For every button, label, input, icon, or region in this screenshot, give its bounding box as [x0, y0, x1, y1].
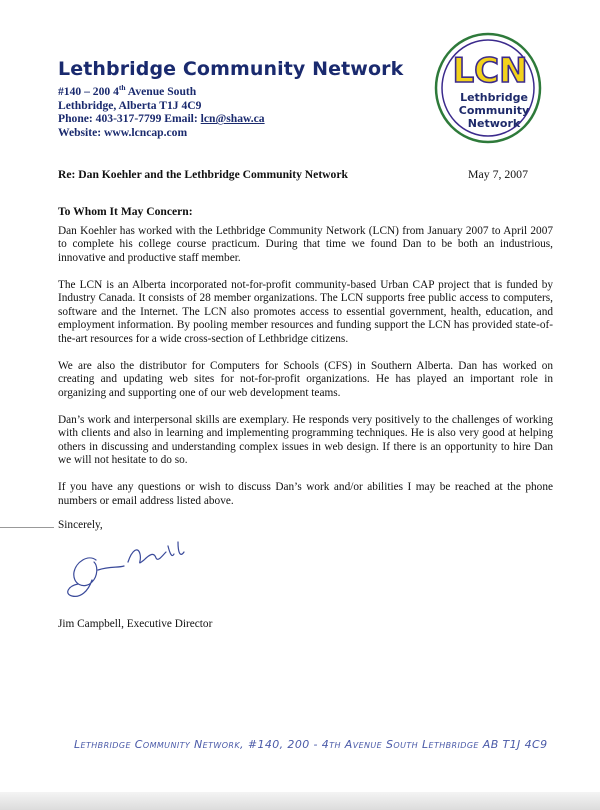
city-line: Lethbridge, Alberta T1J 4C9 [58, 98, 202, 112]
address-prefix: #140 – 200 4 [58, 84, 119, 98]
phone-label: Phone: 403-317-7799 Email: [58, 112, 201, 126]
letter-body [58, 225, 553, 522]
signer-name: Jim Campbell, Executive Director [58, 618, 213, 630]
closing: Sincerely, [58, 519, 103, 531]
signature-stroke [68, 542, 184, 596]
address-sup: th [118, 83, 126, 92]
address-suffix: Avenue South [125, 84, 197, 98]
scan-edge-line [0, 527, 54, 528]
scan-bottom-edge [0, 792, 600, 810]
body-paragraph: The LCN is an Alberta incorporated not-for-profit community-based Urban CAP project that is funded by Industry Canada. It consists of 28 member organizations. The LCN supports free public access to computers, software and the Internet. The LCN also promotes access to essential government, health, education, and employment information. By pooling member resources and funding support the LCN has provided state-of-the-art resources for a wide cross-section of Lethbridge citizens. [58, 279, 553, 345]
org-name: Lethbridge Community Network [58, 58, 404, 80]
body-paragraph: Dan Koehler has worked with the Lethbridge Community Network (LCN) from January 2007 to April 2007 to complete his college course practicum. During that time we found Dan to be both an industrious, innovative and productive staff member. [58, 225, 553, 264]
logo-line-2: Community [458, 104, 530, 117]
phone-email-line [58, 112, 265, 126]
contact-block [58, 81, 265, 140]
lcn-logo [430, 30, 560, 155]
body-paragraph: Dan’s work and interpersonal skills are exemplary. He responds very positively to the challenges of working with clients and also in learning and implementing programming techniques. He is also very good at helping others in discussing and understanding complex issues in web design. If there is an opportunity to hire Dan we will not hesitate to do so. [58, 413, 553, 467]
body-paragraph: We are also the distributor for Computers for Schools (CFS) in Southern Alberta. Dan has worked on creating and updating web sites for not-for-profit organizations. He has played an important role in organizing and supporting one of our web development teams. [58, 359, 553, 399]
logo-acronym: LCN [452, 51, 528, 91]
footer-address: Lethbridge Community Network, #140, 200 - 4th Avenue South Lethbridge AB T1J 4C9 [74, 738, 548, 751]
logo-line-3: Network [467, 117, 521, 130]
logo-line-1: Lethbridge [460, 91, 528, 104]
address-line [58, 81, 265, 99]
re-line: Re: Dan Koehler and the Lethbridge Community Network [58, 168, 348, 181]
body-paragraph: If you have any questions or wish to discuss Dan’s work and/or abilities I may be reached at the phone numbers or email address listed above. [58, 481, 553, 507]
signature [58, 532, 208, 602]
letter-date: May 7, 2007 [468, 167, 528, 181]
website-line: Website: www.lcncap.com [58, 125, 188, 139]
email-link[interactable]: lcn@shaw.ca [200, 112, 265, 126]
salutation: To Whom It May Concern: [58, 205, 193, 218]
